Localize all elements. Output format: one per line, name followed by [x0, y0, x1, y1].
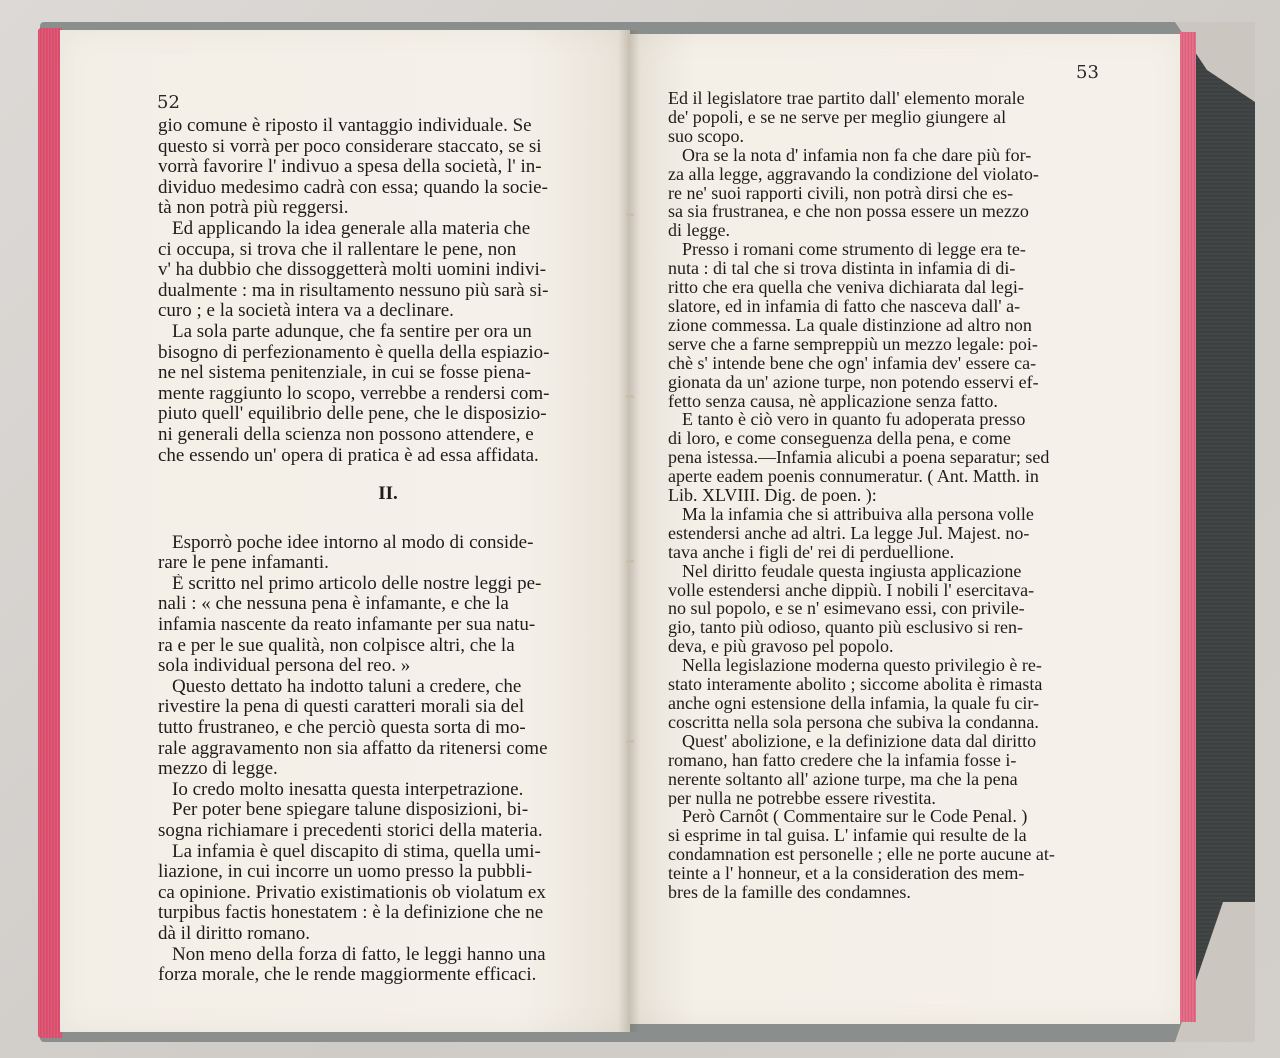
text-line: liazione, in cui incorre un uomo presso la pubbli-	[158, 862, 533, 883]
text-line: Ed applicando la idea generale alla materia che	[172, 218, 531, 239]
binding-stitch	[626, 213, 634, 216]
text-line: rale aggravamento non sia affatto da ritenersi come	[158, 738, 548, 759]
text-line: È scritto nel primo articolo delle nostre leggi pe-	[172, 573, 542, 594]
text-line: tà non potrà più reggersi.	[158, 198, 349, 219]
text-line: Nel diritto feudale questa ingiusta applicazione	[682, 561, 1022, 581]
text-line: nali : « che nessuna pena è infamante, e che la	[158, 594, 509, 615]
text-line: ne nel sistema penitenziale, in cui se fosse piena-	[158, 363, 532, 384]
text-line: piuto quell' equilibrio delle pene, che le disposizio-	[158, 404, 547, 425]
text-line: Presso i romani come strumento di legge era te-	[682, 240, 1026, 260]
text-line: tutto frustraneo, e che perciò questa sorta di mo-	[158, 718, 526, 739]
text-line: che essendo un' opera di pratica è ad essa affidata.	[158, 445, 539, 466]
binding-stitch	[626, 740, 634, 743]
text-line: bres de la famille des condamnes.	[668, 883, 911, 902]
text-line: per nulla ne potrebbe essere rivestita.	[668, 788, 936, 808]
right-page-number: 53	[1076, 62, 1099, 83]
text-line: forza morale, che le rende maggiormente efficaci.	[158, 965, 537, 986]
text-line: ritto che era quella che veniva dichiarata dal legi-	[668, 278, 1024, 297]
text-line: Io credo molto inesatta questa interpetrazione.	[172, 779, 524, 800]
text-line: Ora se la nota d' infamia non fa che dare più for-	[682, 145, 1032, 165]
text-line: sa sia frustranea, e che non possa essere un mezzo	[668, 202, 1029, 222]
right-page-paragraphs	[668, 89, 1108, 902]
text-line: Nella legislazione moderna questo privilegio è re-	[682, 656, 1042, 676]
text-line: zione commessa. La quale distinzione ad altro non	[668, 315, 1032, 335]
text-line: ni generali della scienza non possono attendere, e	[158, 424, 534, 445]
text-line: La sola parte adunque, che fa sentire per ora un	[172, 321, 532, 342]
text-line: Però Carnôt ( Commentaire sur le Code Penal. )	[682, 807, 1028, 827]
text-line: romano, han fatto credere che la infamia fosse i-	[668, 750, 1017, 770]
text-line: de' popoli, e se ne serve per meglio giungere al	[668, 107, 1007, 127]
section-heading: II.	[378, 484, 398, 505]
text-line: La infamia è quel discapito di stima, quella umi-	[172, 841, 541, 862]
text-line: coscritta nella sola persona che subiva la condanna.	[668, 712, 1039, 732]
text-line: gio comune è riposto il vantaggio individuale. Se	[158, 116, 532, 136]
text-line: mezzo di legge.	[158, 759, 278, 780]
text-line: suo scopo.	[668, 126, 744, 146]
binding-stitch	[626, 395, 634, 398]
text-line: anche ogni estensione della infamia, la quale fu cir-	[668, 694, 1039, 713]
text-line: di loro, e come conseguenza della pena, e come	[668, 429, 1011, 449]
text-line: turpibus factis honestatem : è la definizione che ne	[158, 903, 544, 924]
text-line: dualmente : ma in risultamento nessuno più sarà si-	[158, 280, 549, 301]
text-line: gionata da un' azione turpe, non potendo esservi ef-	[668, 372, 1039, 392]
text-line: sola individual persona del reo. »	[158, 656, 411, 677]
text-line: slatore, ed in infamia di fatto che nasceva dall' a-	[668, 296, 1021, 316]
text-line: si esprime in tal guisa. L' infamie qui resulte de la	[668, 826, 1027, 846]
text-line: re ne' suoi rapporti civili, non potrà dirsi che es-	[668, 183, 1014, 203]
text-line: no sul popolo, e se n' esimevano essi, con privile-	[668, 599, 1025, 619]
text-line: Ma la infamia che si attribuiva alla persona volle	[682, 504, 1034, 524]
text-line: rivestire la pena di questi caratteri morali sia del	[158, 697, 525, 718]
right-page-text	[668, 89, 1108, 902]
text-line: tava anche i figli de' rei di perduellione.	[668, 542, 955, 562]
left-page-text	[158, 116, 618, 986]
text-line: bisogno di perfezionamento è quella della espiazio-	[158, 342, 550, 363]
left-page-number: 52	[157, 92, 180, 113]
left-page-paragraphs-top	[158, 116, 618, 466]
text-line: Quest' abolizione, e la definizione data dal diritto	[682, 731, 1037, 751]
text-line: pena istessa.—Infamia alicubi a poena separatur; sed	[668, 448, 1050, 468]
text-line: di legge.	[668, 221, 730, 241]
cover-spine	[1195, 32, 1255, 1032]
text-line: questo si vorrà per poco considerare staccato, se si	[158, 136, 542, 157]
text-line: curo ; e la società intera va a declinare.	[158, 301, 454, 322]
left-page-edges	[38, 28, 62, 1038]
text-line: estendersi anche ad altri. La legge Jul. Majest. no-	[668, 523, 1030, 543]
text-line: Questo dettato ha indotto taluni a credere, che	[172, 676, 522, 697]
text-line: nerente soltanto all' azione turpe, ma che la pena	[668, 769, 1018, 789]
text-line: Esporrò poche idee intorno al modo di conside-	[172, 532, 534, 553]
text-line: dà il diritto romano.	[158, 923, 310, 944]
text-line: mente raggiunto lo scopo, verrebbe a rendersi com-	[158, 383, 550, 404]
text-line: Lib. XLVIII. Dig. de poen. ):	[668, 486, 877, 505]
text-line: Ed il legislatore trae partito dall' elemento morale	[668, 89, 1025, 108]
text-line: E tanto è ciò vero in quanto fu adoperata presso	[682, 410, 1026, 430]
text-line: rare le pene infamanti.	[158, 553, 329, 574]
text-line: volle estendersi anche dippiù. I nobili l' esercitava-	[668, 580, 1035, 600]
text-line: fetto senza causa, nè applicazione senza fatto.	[668, 391, 998, 411]
text-line: chè s' intende bene che ogn' infamia dev' essere ca-	[668, 353, 1037, 373]
text-line: ra e per le sue qualità, non colpisce altri, che la	[158, 635, 515, 656]
text-line: nuta : di tal che si trova distinta in infamia di di-	[668, 259, 1016, 279]
text-line: condamnation est personelle ; elle ne porte aucune at-	[668, 845, 1055, 865]
text-line: aperte eadem poenis connumeratur. ( Ant. Matth. in	[668, 467, 1039, 487]
text-line: vorrà favorire l' indivuo a spesa della società, l' in-	[158, 157, 542, 178]
text-line: ca opinione. Privatio existimationis ob violatum ex	[158, 882, 546, 903]
text-line: dividuo medesimo cadrà con essa; quando la socie-	[158, 177, 548, 198]
book-gutter	[618, 30, 640, 1032]
text-line: ci occupa, si trova che il rallentare le pene, non	[158, 239, 517, 260]
text-line: infamia nascente da reato infamante per sua natu-	[158, 615, 536, 636]
binding-stitch	[626, 560, 634, 563]
left-page-paragraphs-bottom	[158, 533, 618, 986]
text-line: stato interamente abolito ; siccome abolita è rimasta	[668, 675, 1043, 694]
text-line: Per poter bene spiegare talune disposizioni, bi-	[172, 800, 529, 821]
text-line: sogna richiamare i precedenti storici della materia.	[158, 821, 543, 841]
text-line: za alla legge, aggravando la condizione del violato-	[668, 164, 1039, 184]
right-page-edges	[1178, 32, 1196, 1022]
text-line: serve che a farne sempreppiù un mezzo legale: poi-	[668, 334, 1038, 354]
text-line: Non meno della forza di fatto, le leggi hanno una	[172, 944, 546, 965]
text-line: teinte a l' honneur, et a la consideration des mem-	[668, 864, 1025, 884]
text-line: gio, tanto più odioso, quanto più esclusivo si ren-	[668, 618, 1023, 638]
text-line: v' ha dubbio che dissoggetterà molti uomini indivi-	[158, 260, 547, 281]
text-line: deva, e più gravoso pel popolo.	[668, 637, 894, 657]
